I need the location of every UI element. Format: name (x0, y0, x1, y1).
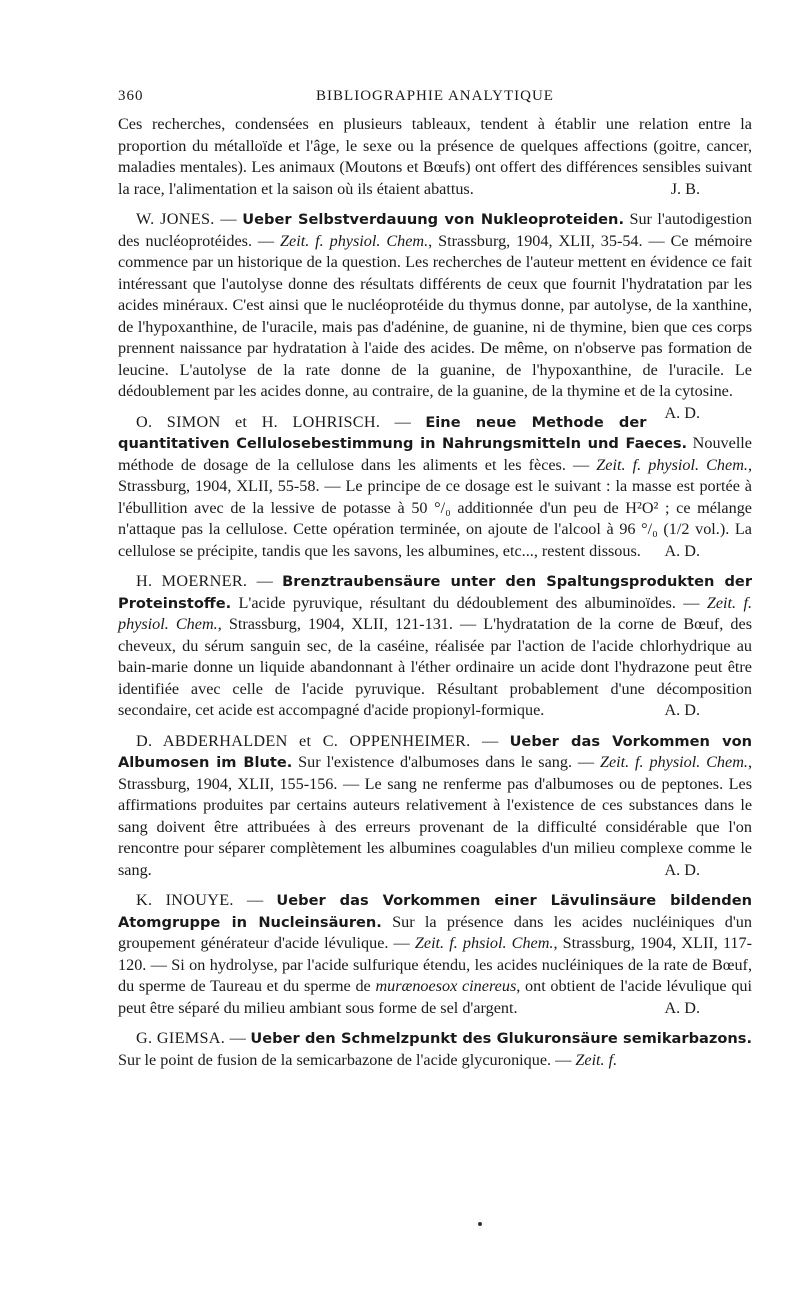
review-entry-abderhalden-oppenheimer (118, 731, 752, 882)
entry-authors: O. SIMON et H. LOHRISCH. — (136, 412, 412, 431)
entry-body-end: , ont obtient de l'acide lévulique qui peut être séparé du milieu ambiant sous forme de sel d'argent. (118, 977, 753, 1017)
entry-signature: A. D. (664, 701, 700, 719)
entry-summary-lead: Sur l'existence d'albumoses dans le sang. — (292, 753, 600, 771)
review-entry-moerner (118, 571, 752, 722)
entry-journal: Zeit. f. (575, 1050, 618, 1069)
entry-journal: Zeit. f. physiol. Chem. (599, 753, 748, 771)
entry-authors: D. ABDERHALDEN et C. OPPENHEIMER. — (136, 731, 499, 750)
entry-summary-lead: Sur l'autodigestion des nucléoprotéides. — (118, 210, 752, 250)
entry-signature: A. D. (664, 998, 700, 1017)
entry-authors: H. MOERNER. — (136, 572, 274, 590)
entry-journal: Zeit. f. physiol. Chem. (280, 231, 429, 250)
review-entry-giemsa (118, 1028, 752, 1071)
review-entry-inouye (118, 890, 752, 1019)
entry-signature: A. D. (664, 403, 700, 422)
entry-signature: A. D. (664, 541, 700, 560)
entry-summary-lead: Nouvelle méthode de dosage de la cellulose dans les aliments et les fèces. — (118, 434, 752, 474)
entry-summary-lead: Sur la présence dans les acides nucléiniques d'un groupement générateur d'acide lévulique. — (118, 912, 752, 952)
page-number: 360 (118, 88, 144, 104)
running-head (118, 88, 752, 114)
entry-title: Brenztraubensäure unter den Spaltungsprodukten der Proteinstoffe. (118, 573, 753, 612)
entry-title: Ueber den Schmelzpunkt des Glukuronsäure semikarbazons. (250, 1030, 752, 1047)
entry-journal: Zeit. f. phsiol. Chem. (414, 934, 554, 952)
entry-title: Ueber das Vorkommen einer Lävulinsäure bildenden Atomgruppe in Nucleinsäuren. (118, 892, 752, 931)
entry-title: Eine neue Methode der quantitativen Cellulosebestimmung in Nahrungsmitteln und Faeces. (118, 413, 688, 452)
review-entry-simon-lohrisch (118, 412, 752, 563)
running-title: BIBLIOGRAPHIE ANALYTIQUE (316, 88, 554, 104)
entry-body: Ces recherches, condensées en plusieurs tableaux, tendent à établir une relation entre la proportion du métalloïde et l'âge, le sexe ou la présence de quelques affections (goitre, cancer, maladies mentales). Les animaux (Moutons et Bœufs) ont offert des différences sensibles suivant la race, l'alimentation et la saison où ils étaient abattus. (118, 115, 752, 198)
print-speck-mark (478, 1222, 482, 1226)
entry-species-name: murænoesox cinereus (375, 977, 517, 995)
entry-summary-lead: L'acide pyruvique, résultant du dédoublement des albuminoïdes. — (231, 593, 707, 612)
entry-authors: K. INOUYE. — (136, 891, 264, 909)
entry-signature: A. D. (664, 860, 700, 879)
entry-signature: J. B. (670, 179, 700, 198)
entry-body: , Strassburg, 1904, XLII, 121-131. — L'hydratation de la corne de Bœuf, des cheveux, du sérum sanguin sec, de la caséine, réalisée par l'action de l'acide chlorhydrique au bain-marie donne un liquide abandonnant à l'éther ordinaire un acide dont l'hydrazone peut être identifiée avec celle de l'acide pyruvique. Résultant probablement d'une décomposition secondaire, cet acide est accompagné d'acide propionyl-formique. (118, 615, 752, 719)
entry-summary-lead: Sur le point de fusion de la semicarbazone de l'acide glycuronique. — (118, 1050, 576, 1069)
entry-body: , Strassburg, 1904, XLII, 117-120. — Si on hydrolyse, par l'acide sulfurique étendu, les acides nucléiniques de la rate de Bœuf, du sperme de Taureau et du sperme de (118, 934, 753, 995)
entry-authors: G. GIEMSA. — (136, 1029, 247, 1047)
entry-body: , Strassburg, 1904, XLII, 55-58. — Le principe de ce dosage est le suivant : la masse est portée à l'ébullition avec de la lessive de potasse à 50 °/₀ additionnée d'un peu de H²O² ; ce mélange n'attaque pas la cellulose. Cette opération terminée, on ajoute de l'alcool à 96 °/₀ (1/2 vol.). La cellulose se précipite, tandis que les savons, les albumines, etc..., restent dissous. (118, 455, 752, 560)
entry-body: , Strassburg, 1904, XLII, 35-54. — Ce mémoire commence par un historique de la question. Les recherches de l'auteur mettent en évidence ce fait intéressant que l'autolyse donne des résultats différents de ceux que fournit l'hydratation par les acides minéraux. C'est ainsi que le nucléoprotéide du thymus donne, par autolyse, de la xanthine, de l'hypoxanthine, de l'uracile, mais pas d'adénine, de guanine, ni de thymine, bien que ces corps prennent naissance par hydratation à l'aide des acides. De même, on n'observe pas formation de leucine. L'autolyse de la rate donne de la guanine, de l'hypoxanthine, de l'uracile. Le dédoublement par les acides donne, au contraire, de la guanine, de la thymine et de la cytosine. (118, 231, 752, 400)
entry-journal: Zeit. f. physiol. Chem. (596, 455, 748, 474)
entry-title: Ueber das Vorkommen von Albumosen im Blute. (118, 732, 753, 771)
entry-journal: Zeit. f. physiol. Chem. (118, 593, 752, 633)
entry-body: , Strassburg, 1904, XLII, 155-156. — Le sang ne renferme pas d'albumoses ou de peptones. Les affirmations produites par certains auteurs relativement à l'existence de ces substances dans le sang doivent être attribuées à des erreurs provenant de la difficulté considérable que l'on rencontre pour séparer complètement les albumines coagulables d'un milieu complexe comme le sang. (118, 753, 752, 879)
entry-authors: W. JONES. — (136, 210, 237, 228)
review-entry-continuation (118, 114, 752, 200)
entry-title: Ueber Selbstverdauung von Nukleoproteiden. (242, 211, 624, 228)
page (118, 88, 752, 1080)
